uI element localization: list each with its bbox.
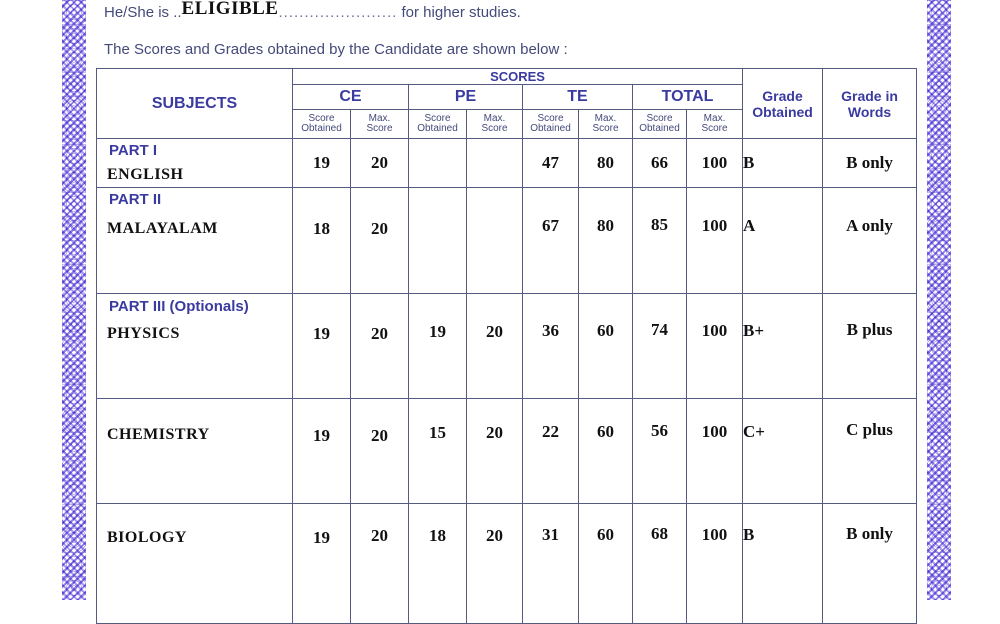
total-max: 100: [687, 399, 743, 504]
pe-score: 15: [409, 399, 467, 504]
subject-name: CHEMISTRY: [107, 426, 210, 443]
pe-max: 20: [467, 294, 523, 399]
grade-obtained-header: Grade Obtained: [743, 69, 823, 139]
subjects-header: SUBJECTS: [97, 69, 293, 139]
ce-max: 20: [351, 139, 409, 188]
pe-max: [467, 188, 523, 294]
subject-cell: [97, 139, 293, 188]
ce-max: 20: [351, 294, 409, 399]
ce-score: 19: [293, 294, 351, 399]
subject-cell: [97, 504, 293, 624]
subject-cell: [97, 399, 293, 504]
scores-table: [96, 68, 917, 624]
grade-in-words: B only: [823, 139, 917, 188]
grade-obtained: B: [743, 139, 823, 188]
pe-score: [409, 139, 467, 188]
grade-in-words-header: Grade in Words: [823, 69, 917, 139]
eligibility-prefix: He/She is ..: [104, 4, 182, 21]
ce-score: 19: [293, 504, 351, 624]
scores-intro: The Scores and Grades obtained by the Candidate are shown below :: [104, 41, 568, 58]
subject-name: MALAYALAM: [107, 220, 218, 237]
pe-header: PE: [409, 85, 523, 110]
eligibility-value: ELIGIBLE: [181, 0, 279, 19]
pe-max-score-label: Max. Score: [467, 110, 523, 139]
part-label: PART II: [109, 191, 162, 208]
pe-max: [467, 139, 523, 188]
te-max: 80: [579, 188, 633, 294]
ce-max: 20: [351, 399, 409, 504]
pe-max: 20: [467, 399, 523, 504]
grade-in-words: B only: [823, 504, 917, 624]
ce-max-score-label: Max. Score: [351, 110, 409, 139]
te-score: 36: [523, 294, 579, 399]
total-score: 74: [633, 294, 687, 399]
decorative-border-right: [927, 0, 951, 600]
pe-score: 18: [409, 504, 467, 624]
scores-header: SCORES: [293, 69, 743, 85]
table-row: [97, 504, 917, 624]
table-row: [97, 139, 917, 188]
pe-max: 20: [467, 504, 523, 624]
ce-score: 19: [293, 399, 351, 504]
grade-in-words: C plus: [823, 399, 917, 504]
ce-score-obtained-label: Score Obtained: [293, 110, 351, 139]
part-label: PART III (Optionals): [109, 298, 249, 315]
ce-max: 20: [351, 504, 409, 624]
te-score: 22: [523, 399, 579, 504]
total-score: 66: [633, 139, 687, 188]
total-score: 56: [633, 399, 687, 504]
total-max-score-label: Max. Score: [687, 110, 743, 139]
total-score-obtained-label: Score Obtained: [633, 110, 687, 139]
eligibility-statement: [104, 1, 521, 23]
total-max: 100: [687, 294, 743, 399]
subject-cell: [97, 188, 293, 294]
te-max: 60: [579, 504, 633, 624]
ce-score: 18: [293, 188, 351, 294]
total-score: 68: [633, 504, 687, 624]
table-row: [97, 399, 917, 504]
subject-name: PHYSICS: [107, 325, 180, 342]
subject-name: BIOLOGY: [107, 529, 187, 546]
ce-max: 20: [351, 188, 409, 294]
te-max: 80: [579, 139, 633, 188]
part-label: PART I: [109, 142, 158, 159]
te-score-obtained-label: Score Obtained: [523, 110, 579, 139]
grade-obtained: B+: [743, 294, 823, 399]
decorative-border-left: [62, 0, 86, 600]
pe-score: 19: [409, 294, 467, 399]
total-max: 100: [687, 139, 743, 188]
pe-score-obtained-label: Score Obtained: [409, 110, 467, 139]
ce-score: 19: [293, 139, 351, 188]
total-max: 100: [687, 504, 743, 624]
table-row: [97, 188, 917, 294]
grade-obtained: B: [743, 504, 823, 624]
total-score: 85: [633, 188, 687, 294]
subject-name: ENGLISH: [107, 166, 184, 183]
te-header: TE: [523, 85, 633, 110]
te-max: 60: [579, 294, 633, 399]
eligibility-dots: .......................: [278, 4, 398, 21]
total-header: TOTAL: [633, 85, 743, 110]
te-max: 60: [579, 399, 633, 504]
te-score: 47: [523, 139, 579, 188]
subject-cell: [97, 294, 293, 399]
grade-in-words: B plus: [823, 294, 917, 399]
grade-obtained: C+: [743, 399, 823, 504]
ce-header: CE: [293, 85, 409, 110]
te-max-score-label: Max. Score: [579, 110, 633, 139]
pe-score: [409, 188, 467, 294]
total-max: 100: [687, 188, 743, 294]
te-score: 67: [523, 188, 579, 294]
eligibility-suffix: for higher studies.: [397, 4, 521, 21]
te-score: 31: [523, 504, 579, 624]
grade-in-words: A only: [823, 188, 917, 294]
table-row: [97, 294, 917, 399]
grade-obtained: A: [743, 188, 823, 294]
